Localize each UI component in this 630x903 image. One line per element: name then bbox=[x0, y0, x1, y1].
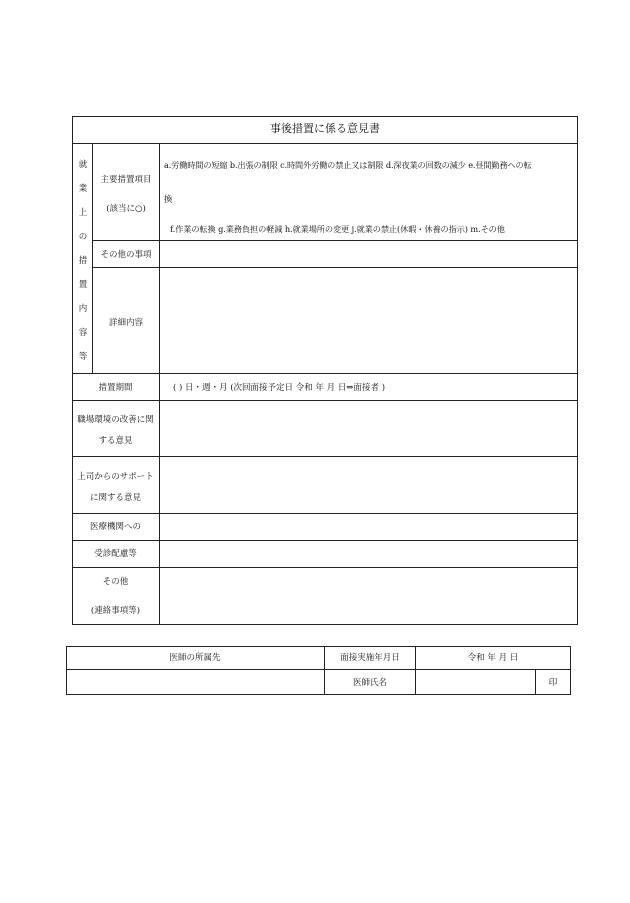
details-label: 詳細内容 bbox=[108, 318, 143, 328]
vertical-char: 置 bbox=[78, 280, 88, 290]
other-label-2: (連絡事項等) bbox=[90, 606, 141, 616]
main-measures-sublabel: (該当に○) bbox=[106, 204, 146, 214]
other-notes-field[interactable] bbox=[160, 568, 577, 624]
doctor-info-table bbox=[66, 646, 571, 695]
main-measures-options-line1[interactable]: a.労働時間の短縮 b.出張の制限 c.時間外労働の禁止又は制限 d.深夜業の回数の減少 e.昼間勤務への転 bbox=[164, 160, 532, 170]
workplace-opinion-field[interactable] bbox=[160, 401, 577, 456]
interview-date-field[interactable]: 令和 年 月 日 bbox=[467, 653, 519, 663]
vertical-char: 内 bbox=[78, 304, 88, 314]
medical-consideration-field[interactable] bbox=[160, 514, 577, 540]
doctor-name-field[interactable] bbox=[416, 670, 535, 694]
period-label: 措置期間 bbox=[98, 383, 133, 393]
vertical-char: 上 bbox=[78, 208, 88, 218]
other-items-field[interactable] bbox=[160, 241, 577, 267]
medical-consideration-field-2[interactable] bbox=[160, 541, 577, 567]
medical-consideration-label: 医療機関への bbox=[89, 522, 141, 532]
other-label: その他 bbox=[102, 577, 129, 587]
vertical-char: の bbox=[78, 232, 88, 242]
details-field[interactable] bbox=[160, 268, 577, 373]
doctor-affiliation-label: 医師の所属先 bbox=[169, 653, 221, 663]
work-measures-vertical-label bbox=[76, 160, 90, 360]
workplace-opinion-label-2: する意見 bbox=[98, 436, 133, 446]
doctor-name-label: 医師氏名 bbox=[352, 678, 387, 688]
seal-label: 印 bbox=[548, 678, 558, 688]
interview-date-label: 面接実施年月日 bbox=[340, 653, 400, 663]
medical-consideration-label-2: 受診配慮等 bbox=[94, 549, 137, 559]
vertical-char: 措 bbox=[78, 256, 88, 266]
support-opinion-label-2: に関する意見 bbox=[89, 493, 141, 503]
main-measures-label: 主要措置項目 bbox=[100, 175, 152, 185]
support-opinion-field[interactable] bbox=[160, 457, 577, 513]
main-measures-options-line2: 換 bbox=[164, 195, 173, 205]
measures-opinion-form bbox=[72, 116, 578, 625]
workplace-opinion-label: 職場環境の改善に関 bbox=[77, 415, 154, 425]
support-opinion-label: 上司からのサポート bbox=[77, 472, 154, 482]
vertical-char: 就 bbox=[78, 160, 88, 170]
period-field[interactable]: ( ) 日・週・月 (次回面接予定日 令和 年 月 日⇒面接者 ) bbox=[173, 383, 386, 393]
vertical-char: 容 bbox=[78, 328, 88, 338]
main-measures-options-line3[interactable]: f.作業の転換 g.業務負担の軽減 h.就業場所の変更 j.就業の禁止(休暇・休養の指示) m.その他 bbox=[170, 224, 505, 234]
doctor-affiliation-field[interactable] bbox=[67, 670, 324, 694]
vertical-char: 等 bbox=[78, 352, 88, 362]
form-title: 事後措置に係る意見書 bbox=[270, 122, 380, 135]
vertical-char: 業 bbox=[78, 184, 88, 194]
other-items-label: その他の事項 bbox=[100, 250, 152, 260]
